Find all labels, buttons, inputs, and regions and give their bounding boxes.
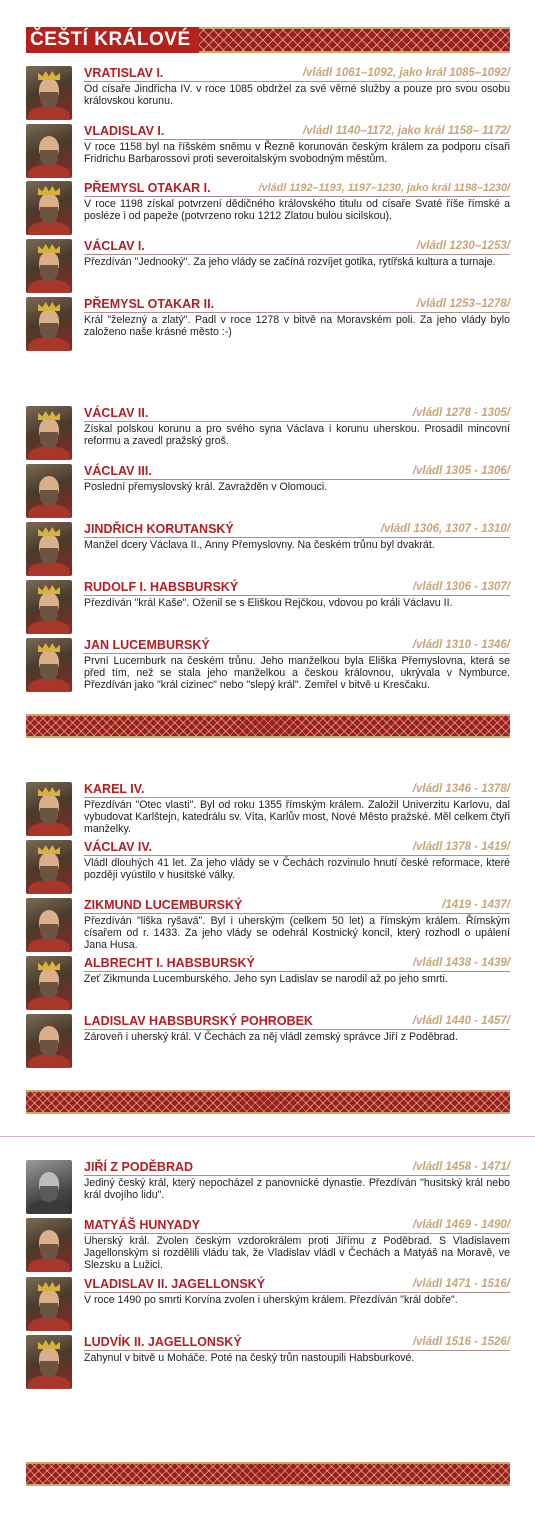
portrait-image bbox=[26, 522, 72, 576]
portrait-image bbox=[26, 66, 72, 120]
portrait-image bbox=[26, 956, 72, 1010]
king-description: Vládl dlouhých 41 let. Za jeho vlády se v Čechách rozvinulo hnutí české reformace, které později vyústilo v husitské války. bbox=[84, 857, 510, 881]
king-reign: /vládl 1516 - 1526/ bbox=[412, 1336, 510, 1348]
king-name: KAREL IV. bbox=[84, 782, 145, 796]
portrait-image bbox=[26, 181, 72, 235]
king-description: Poslední přemyslovský král. Zavražděn v Olomouci. bbox=[84, 481, 328, 493]
king-description: Uherský král. Zvolen českým vzdorokrálem proti Jiřímu z Poděbrad. S Vladislavem Jagellonským si rozdělili vládu tak, že Vladislav vládl v Čechách a Matyáš na Moravě, ve Slezsku a Lužici. bbox=[84, 1235, 510, 1271]
king-name: LADISLAV HABSBURSKÝ POHROBEK bbox=[84, 1014, 313, 1028]
portrait-image bbox=[26, 1277, 72, 1331]
king-description: Manžel dcery Václava II., Anny Přemyslovny. Na českém trůnu byl dvakrát. bbox=[84, 539, 435, 551]
portrait-image bbox=[26, 1014, 72, 1068]
king-reign: /vládl 1253–1278/ bbox=[416, 298, 510, 310]
king-name: PŘEMYSL OTAKAR II. bbox=[84, 297, 215, 311]
king-reign: /vládl 1306, 1307 - 1310/ bbox=[380, 523, 510, 535]
king-reign: /vládl 1061–1092, jako král 1085–1092/ bbox=[302, 67, 510, 79]
portrait-image bbox=[26, 1218, 72, 1272]
portrait-image bbox=[26, 1335, 72, 1389]
ornament-banner bbox=[26, 714, 510, 738]
portrait-image bbox=[26, 406, 72, 460]
king-reign: /vládl 1230–1253/ bbox=[416, 240, 510, 252]
king-reign: /vládl 1471 - 1516/ bbox=[412, 1278, 510, 1290]
king-description: První Lucemburk na českém trůnu. Jeho manželkou byla Eliška Přemyslovna, která se před tím, než se stala jeho manželkou a českou královnou, ukrývala v Nymburce. Přezdíván jako "král cizinec" nebo "slepý král". Zemřel v bitvě u Kresčaku. bbox=[84, 655, 510, 691]
king-description: Získal polskou korunu a pro svého syna Václava i korunu uherskou. Prosadil mincovní reformu a zavedl pražský groš. bbox=[84, 423, 510, 447]
portrait-image bbox=[26, 239, 72, 293]
king-name: MATYÁŠ HUNYADY bbox=[84, 1218, 200, 1232]
king-description: Od císaře Jindřicha IV. v roce 1085 obdržel za své věrné služby a pouze pro svou osobu královskou korunu. bbox=[84, 83, 510, 107]
king-description: Král "železný a zlatý". Padl v roce 1278 v bitvě na Moravském poli. Za jeho vlády bylo založeno naše krásné město :-) bbox=[84, 314, 510, 338]
king-reign: /vládl 1310 - 1346/ bbox=[412, 639, 510, 651]
ornament-banner bbox=[26, 1090, 510, 1114]
king-reign: /vládl 1458 - 1471/ bbox=[412, 1161, 510, 1173]
king-reign: /vládl 1378 - 1419/ bbox=[412, 841, 510, 853]
portrait-image bbox=[26, 782, 72, 836]
portrait-image bbox=[26, 297, 72, 351]
king-reign: /vládl 1140–1172, jako král 1158– 1172/ bbox=[303, 125, 510, 137]
king-description: V roce 1158 byl na říšském sněmu v Řezně korunován českým králem za podporu císaři Fridrichu Barbarossovi proti severoitalským svobodným městům. bbox=[84, 141, 510, 165]
king-reign: /vládl 1440 - 1457/ bbox=[412, 1015, 510, 1027]
king-reign: /vládl 1192–1193, 1197–1230, jako král 1198–1230/ bbox=[258, 182, 510, 194]
title-banner bbox=[26, 27, 510, 53]
king-description: Zahynul v bitvě u Moháče. Poté na český trůn nastoupili Habsburkové. bbox=[84, 1352, 415, 1364]
king-description: V roce 1490 po smrti Korvína zvolen i uherským králem. Přezdíván "král dobře". bbox=[84, 1294, 458, 1306]
portrait-image bbox=[26, 898, 72, 952]
king-description: Přezdíván "liška ryšavá". Byl i uherským (celkem 50 let) a římským králem. Římským císařem od r. 1433. Za jeho vlády se odehrál Kostnický koncil, který rozhodl o upálení Jana Husa. bbox=[84, 915, 510, 951]
portrait-image bbox=[26, 464, 72, 518]
king-name: ALBRECHT I. HABSBURSKÝ bbox=[84, 956, 255, 970]
king-description: Přezdíván "Otec vlasti". Byl od roku 1355 římským králem. Založil Univerzitu Karlovu, dal vybudovat Karlštejn, katedrálu sv. Víta, Karlův most, Nové Město pražské. Měl celkem čtyři manželky. bbox=[84, 799, 510, 835]
king-reign: /vládl 1305 - 1306/ bbox=[412, 465, 510, 477]
king-name: PŘEMYSL OTAKAR I. bbox=[84, 181, 211, 195]
king-reign: /vládl 1469 - 1490/ bbox=[412, 1219, 510, 1231]
king-name: VÁCLAV III. bbox=[84, 464, 152, 478]
king-name: VLADISLAV II. JAGELLONSKÝ bbox=[84, 1277, 266, 1291]
king-reign: /vládl 1438 - 1439/ bbox=[412, 957, 510, 969]
king-reign: /vládl 1346 - 1378/ bbox=[412, 783, 510, 795]
king-description: Přezdíván "Jednooký". Za jeho vlády se začíná rozvíjet gotika, rytířská kultura a turnaje. bbox=[84, 256, 496, 268]
portrait-image bbox=[26, 124, 72, 178]
king-name: VÁCLAV IV. bbox=[84, 840, 153, 854]
king-name: ZIKMUND LUCEMBURSKÝ bbox=[84, 898, 243, 912]
king-reign: /vládl 1278 - 1305/ bbox=[412, 407, 510, 419]
king-name: VRATISLAV I. bbox=[84, 66, 164, 80]
portrait-image bbox=[26, 1160, 72, 1214]
king-description: Přezdíván "král Kaše". Oženil se s Eliškou Rejčkou, vdovou po králi Václavu II. bbox=[84, 597, 453, 609]
king-name: VÁCLAV II. bbox=[84, 406, 149, 420]
king-reign: /vládl 1306 - 1307/ bbox=[412, 581, 510, 593]
portrait-image bbox=[26, 840, 72, 894]
section-divider bbox=[0, 1136, 535, 1137]
king-reign: /1419 - 1437/ bbox=[442, 899, 510, 911]
portrait-image bbox=[26, 638, 72, 692]
king-description: Zeť Zikmunda Lucemburského. Jeho syn Ladislav se narodil až po jeho smrti. bbox=[84, 973, 448, 985]
king-name: JAN LUCEMBURSKÝ bbox=[84, 638, 210, 652]
king-name: RUDOLF I. HABSBURSKÝ bbox=[84, 580, 239, 594]
king-description: V roce 1198 získal potvrzení dědičného královského titulu od císaře Svaté říše římské a posléze i od papeže (potvrzeno roku 1212 Zlatou bulou sicilskou). bbox=[84, 198, 510, 222]
page-title: ČEŠTÍ KRÁLOVÉ bbox=[26, 27, 199, 53]
king-name: JINDŘICH KORUTANSKÝ bbox=[84, 522, 234, 536]
king-name: VÁCLAV I. bbox=[84, 239, 145, 253]
king-description: Jediný český král, který nepocházel z panovnické dynastie. Přezdíván "husitský král nebo král dvojího lidu". bbox=[84, 1177, 510, 1201]
king-name: JIŘÍ Z PODĚBRAD bbox=[84, 1160, 194, 1174]
king-name: LUDVÍK II. JAGELLONSKÝ bbox=[84, 1335, 242, 1349]
ornament-banner bbox=[26, 1462, 510, 1486]
king-description: Zároveň i uherský král. V Čechách za něj vládl zemský správce Jiří z Poděbrad. bbox=[84, 1031, 458, 1043]
portrait-image bbox=[26, 580, 72, 634]
king-name: VLADISLAV I. bbox=[84, 124, 165, 138]
